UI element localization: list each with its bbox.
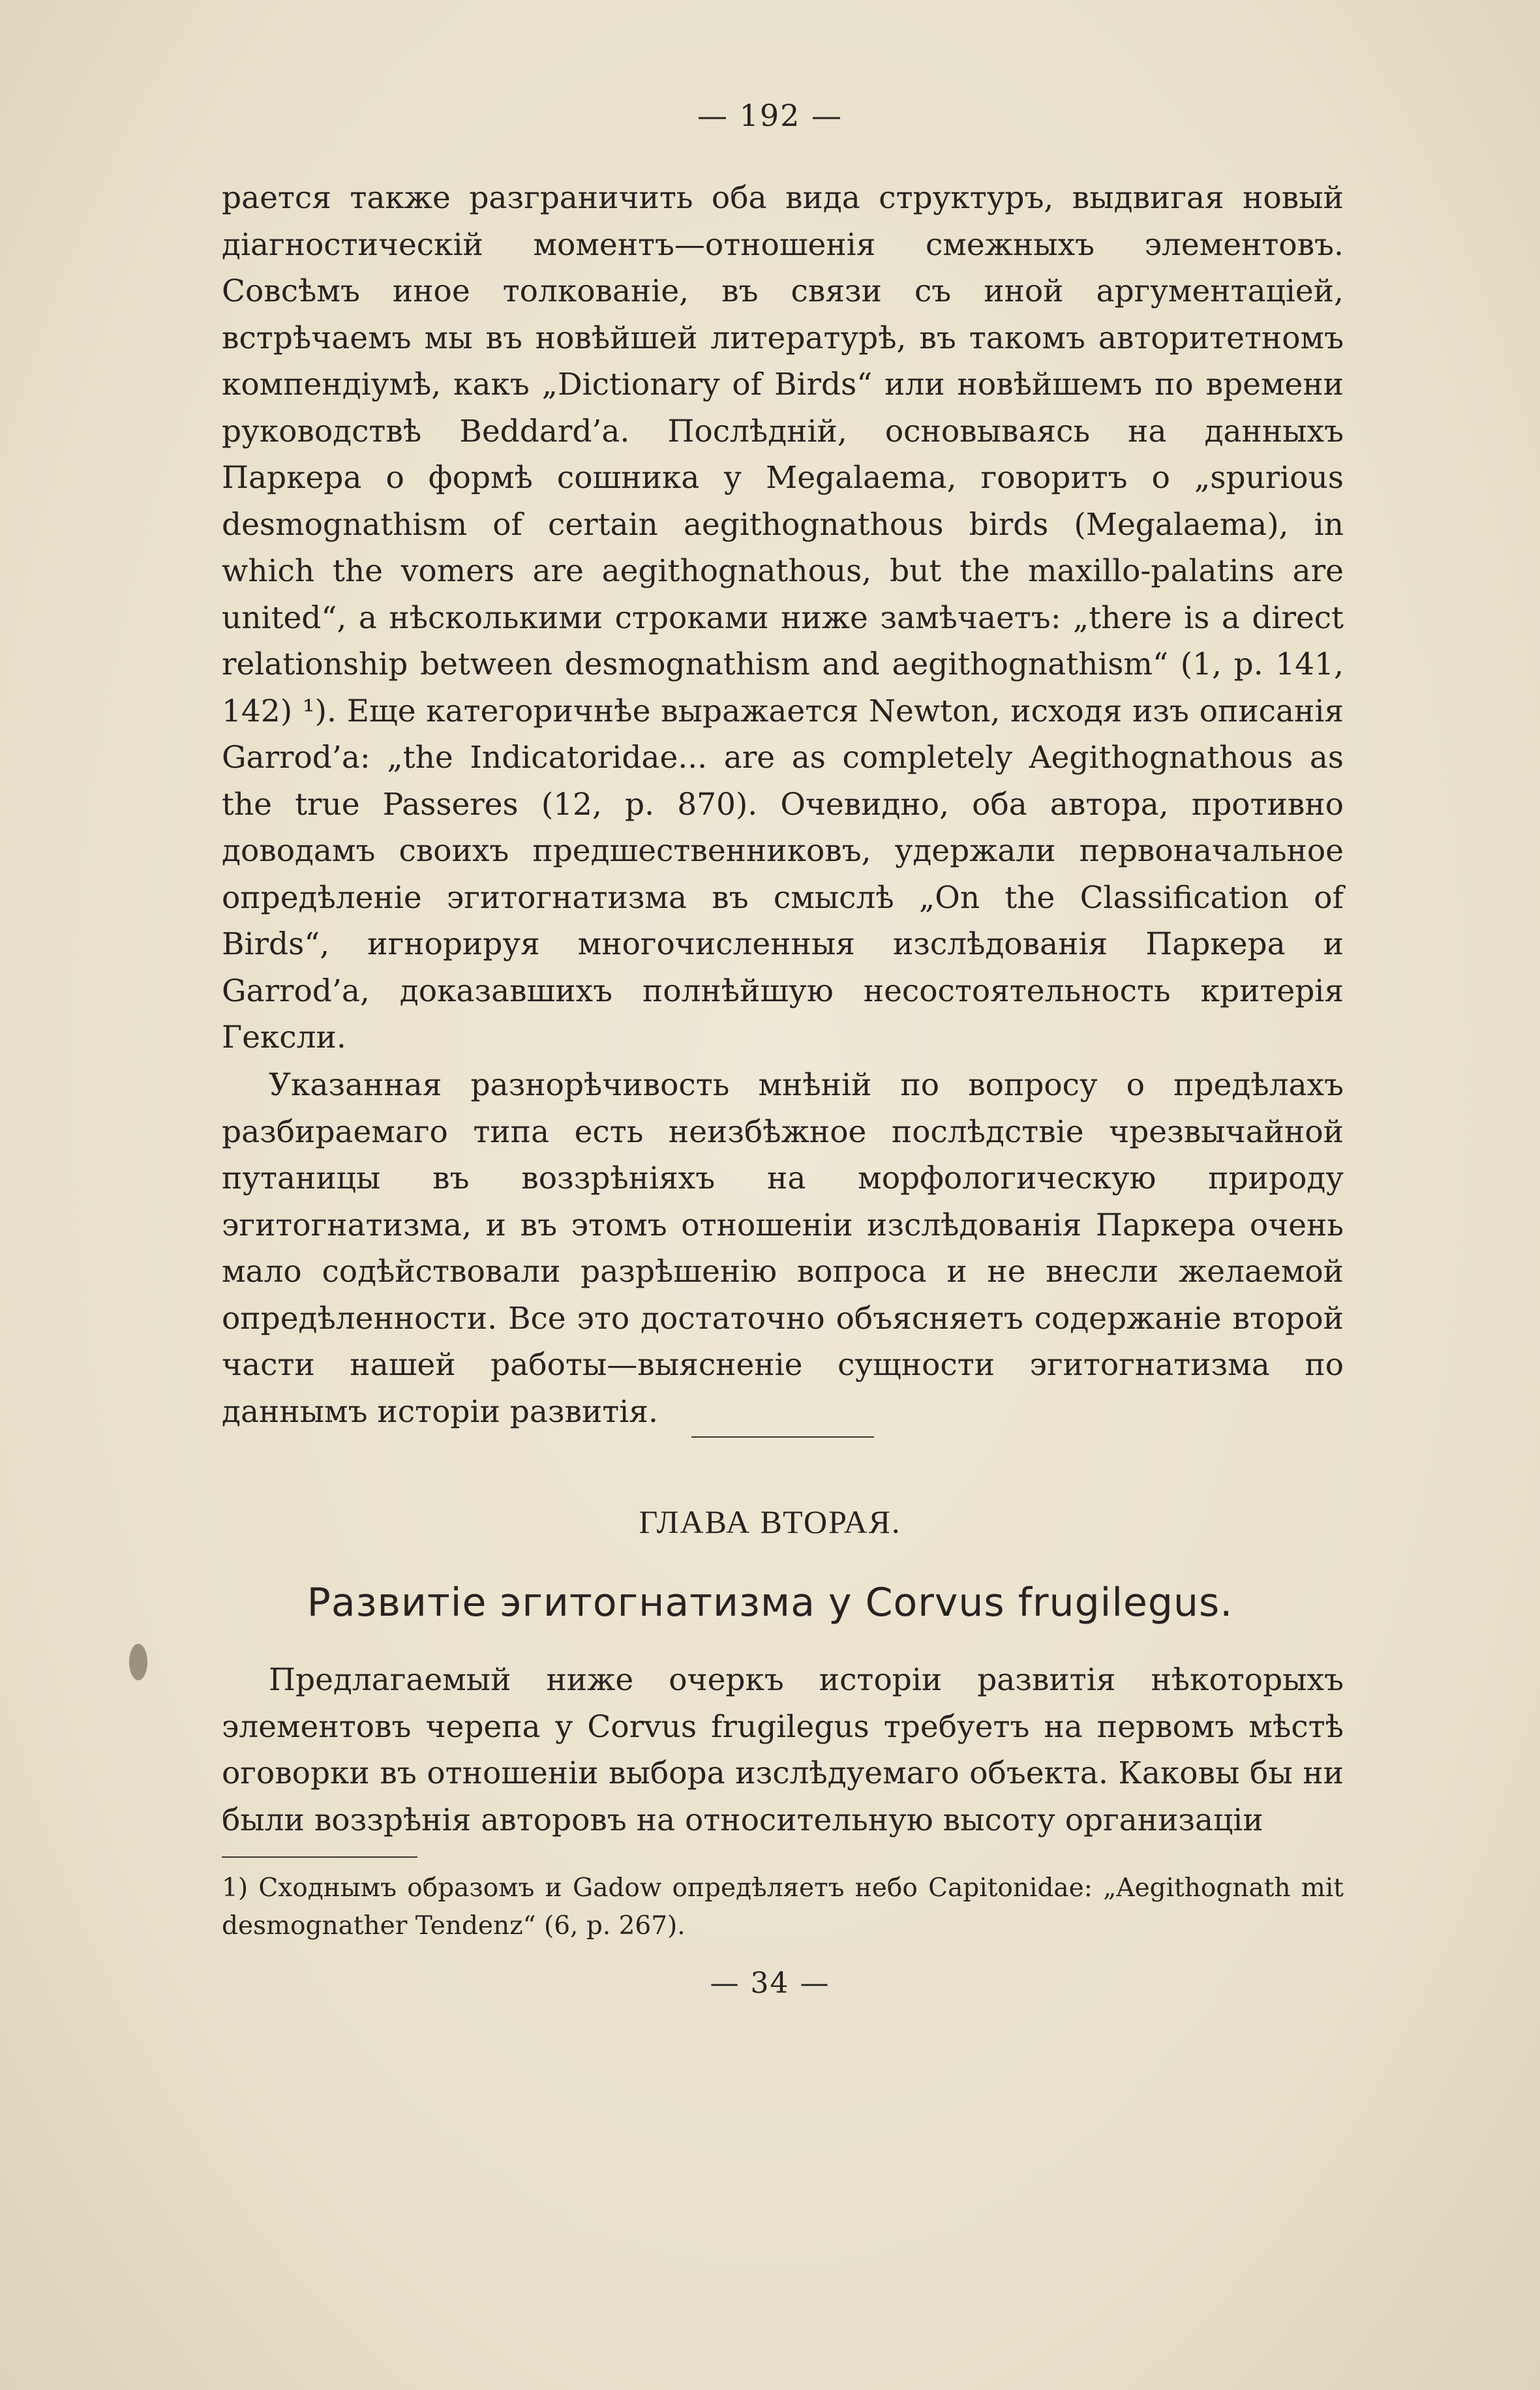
paragraph-1-container bbox=[222, 175, 1344, 1061]
chapter-title: Развитіе эгитогнатизма у Corvus frugilegus. bbox=[307, 1580, 1233, 1626]
footnote bbox=[222, 1869, 1344, 1945]
chapter-label: ГЛАВА ВТОРАЯ. bbox=[639, 1504, 901, 1540]
paragraph-3: Предлагаемый ниже очеркъ исторіи развитія нѣкоторыхъ элементовъ черепа у Corvus frugilegus требуетъ на первомъ мѣстѣ оговорки въ отношеніи выбора изслѣдуемаго объекта. Каковы бы ни были воззрѣнія авторовъ на относительную высоту организаціи bbox=[222, 1662, 1344, 1838]
paragraph-3-container bbox=[222, 1657, 1344, 1843]
paragraph-1: рается также разграничить оба вида структуръ, выдвигая новый діагностическій моментъ—отношенія смежныхъ элементовъ. Совсѣмъ иное толкованіе, въ связи съ иной аргументаціей, встрѣчаемъ мы въ новѣйшей литературѣ, въ такомъ авторитетномъ компендіумѣ, какъ „Dictionary of Birds“ или новѣйшемъ по времени руководствѣ Beddard’а. Послѣдній, основываясь на данныхъ Паркера о формѣ сошника у Megalaema, говоритъ о „spurious desmognathism of certain aegithognathous birds (Megalaema), in which the vomers are aegithognathous, but the maxillo-palatins are united“, а нѣсколькими строками ниже замѣчаетъ: „there is a direct relationship between desmognathism and aegithognathism“ (1, p. 141, 142) ¹). Еще категоричнѣе выражается Newton, исходя изъ описанія Garrod’а: „the Indicatoridae... are as completely Aegithognathous as the true Passeres (12, p. 870). Очевидно, оба автора, противно доводамъ своихъ предшественниковъ, удержали первоначальное опредѣленіе эгитогнатизма въ смыслѣ „On the Classification of Birds“, игнорируя многочисленныя изслѣдованія Паркера и Garrod’а, доказавшихъ полнѣйшую несостоятельность критерія Гексли. bbox=[222, 180, 1344, 1055]
paragraph-2-container bbox=[222, 1062, 1344, 1435]
paragraph-2: Указанная разнорѣчивость мнѣній по вопросу о предѣлахъ разбираемаго типа есть неизбѣжное послѣдствіе чрезвычайной путаницы въ воззрѣніяхъ на морфологическую природу эгитогнатизма, и въ этомъ отношеніи изслѣдованія Паркера очень мало содѣйствовали разрѣшенію вопроса и не внесли желаемой опредѣленности. Все это достаточно объясняетъ содержаніе второй части нашей работы—выясненіе сущности эгитогнатизма по даннымъ исторіи развитія. bbox=[222, 1067, 1344, 1430]
footnote-text: Сходнымъ образомъ и Gadow опредѣляетъ небо Capitonidae: „Aegithognath mit desmognather Tendenz“ (6, p. 267). bbox=[222, 1873, 1344, 1941]
footnote-marker: 1) bbox=[222, 1873, 249, 1903]
section-divider bbox=[691, 1436, 874, 1438]
ink-stain bbox=[129, 1644, 147, 1680]
page-footer-number: — 34 — bbox=[710, 1967, 830, 2000]
footnote-rule bbox=[222, 1856, 417, 1858]
page-header-number: — 192 — bbox=[697, 98, 843, 133]
